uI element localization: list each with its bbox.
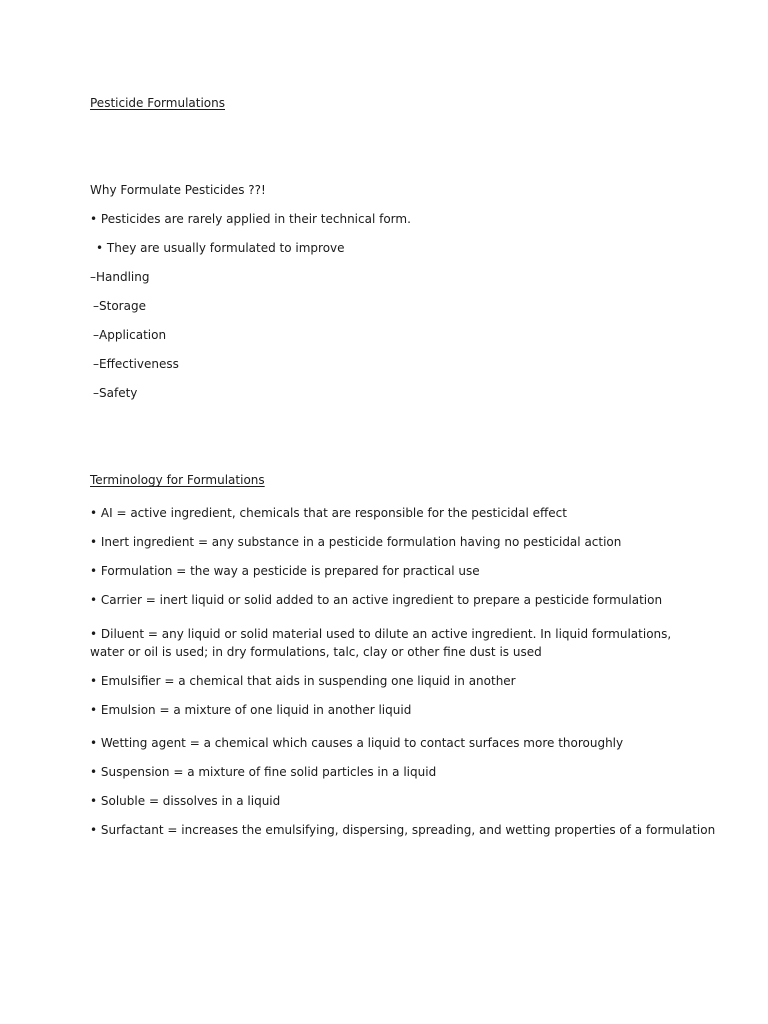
dash-item-handling: –Handling: [90, 270, 150, 284]
bullet-formulated-to-improve: • They are usually formulated to improve: [96, 241, 345, 255]
term-wetting-agent: • Wetting agent = a chemical which causes a liquid to contact surfaces more thoroughly: [90, 736, 624, 750]
document-title: Pesticide Formulations: [90, 96, 225, 110]
term-emulsion: • Emulsion = a mixture of one liquid in another liquid: [90, 703, 412, 717]
term-soluble: • Soluble = dissolves in a liquid: [90, 794, 281, 808]
term-inert-ingredient: • Inert ingredient = any substance in a pesticide formulation having no pesticidal action: [90, 535, 622, 549]
term-surfactant: • Surfactant = increases the emulsifying, dispersing, spreading, and wetting properties of a formulation: [90, 823, 716, 837]
dash-item-safety: –Safety: [93, 386, 138, 400]
term-emulsifier: • Emulsifier = a chemical that aids in suspending one liquid in another: [90, 674, 516, 688]
term-formulation: • Formulation = the way a pesticide is prepared for practical use: [90, 564, 480, 578]
term-diluent: • Diluent = any liquid or solid material used to dilute an active ingredient. In liquid formulations, water or oil is used; in dry formulations, talc, clay or other fine dust is used: [90, 627, 672, 659]
dash-item-storage: –Storage: [93, 299, 146, 313]
dash-item-effectiveness: –Effectiveness: [93, 357, 179, 371]
bullet-technical-form: • Pesticides are rarely applied in their technical form.: [90, 212, 411, 226]
dash-item-application: –Application: [93, 328, 167, 342]
section-heading-terminology: Terminology for Formulations: [90, 473, 265, 487]
term-ai: • AI = active ingredient, chemicals that are responsible for the pesticidal effect: [90, 506, 567, 520]
term-suspension: • Suspension = a mixture of fine solid particles in a liquid: [90, 765, 437, 779]
section-heading-why-formulate: Why Formulate Pesticides ??!: [90, 183, 266, 197]
term-carrier: • Carrier = inert liquid or solid added to an active ingredient to prepare a pesticide formulation: [90, 593, 663, 607]
